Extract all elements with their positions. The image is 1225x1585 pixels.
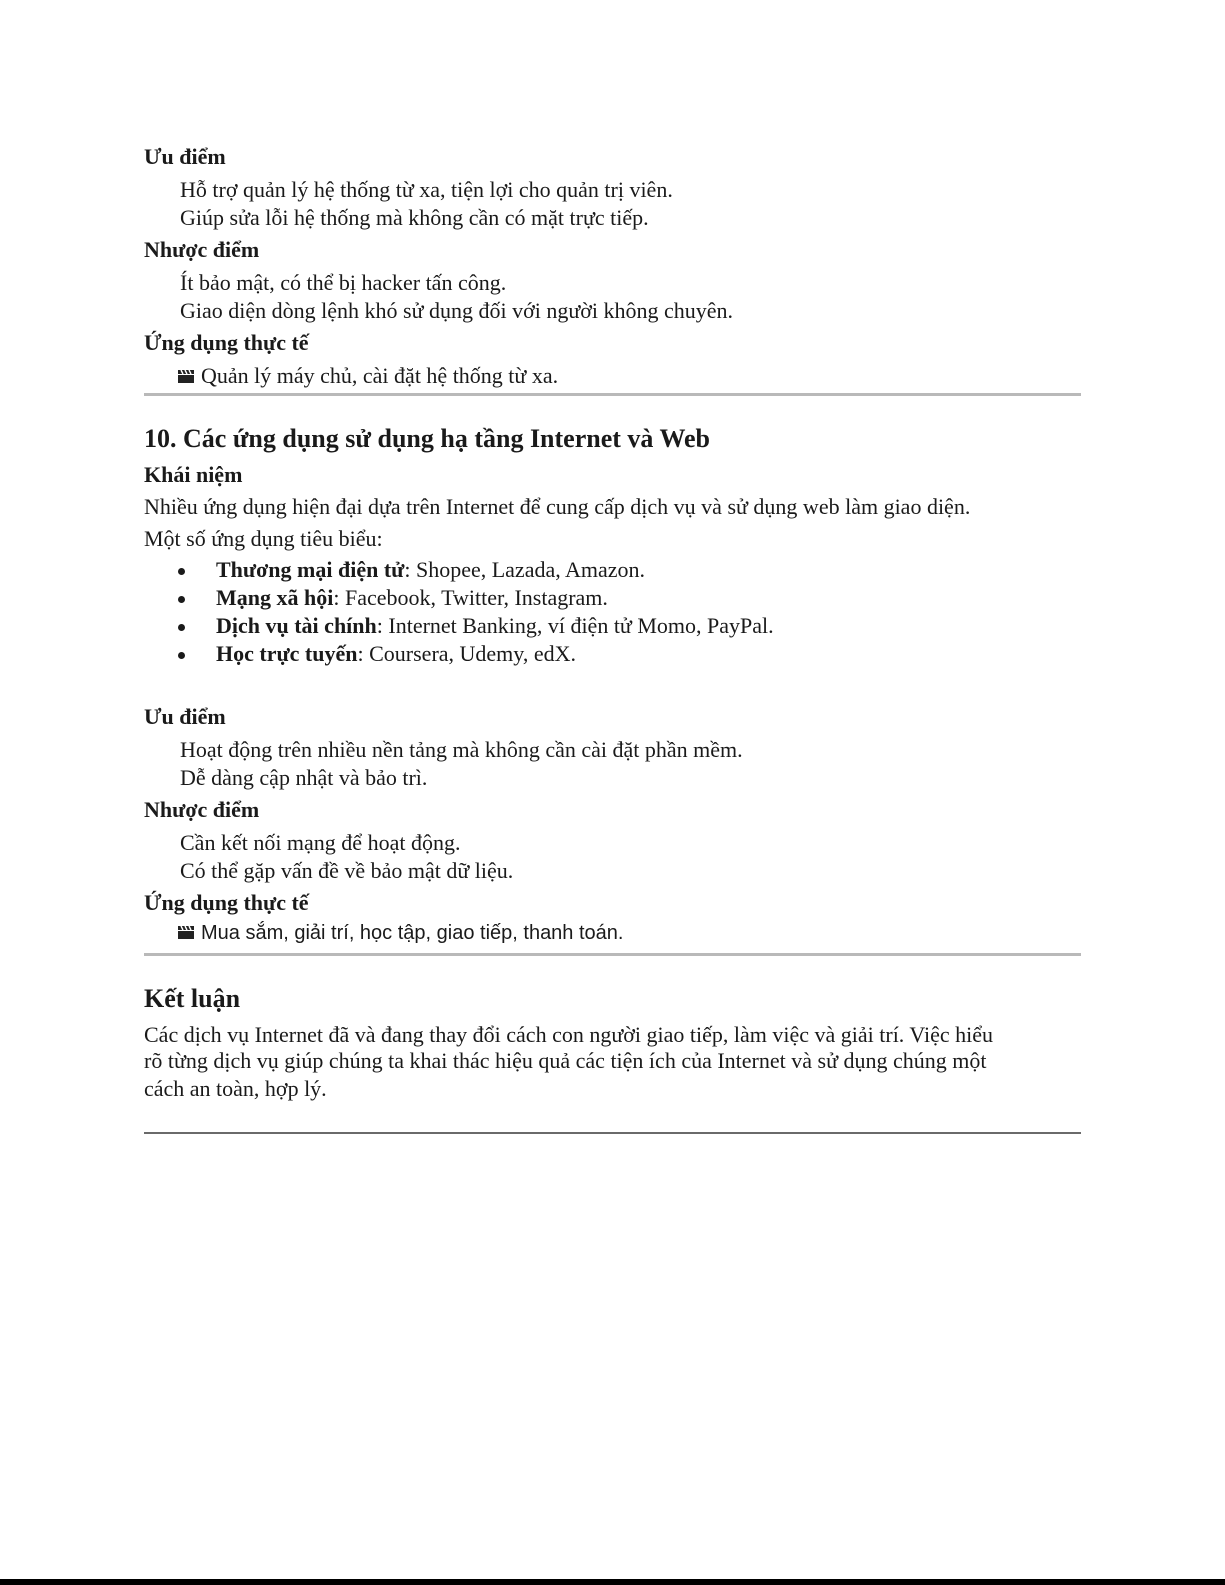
conclusion-line: cách an toàn, hợp lý. bbox=[144, 1076, 327, 1101]
list-item-label: Dịch vụ tài chính bbox=[216, 613, 377, 638]
advantage-item: Giúp sửa lỗi hệ thống mà không cần có mặt trực tiếp. bbox=[180, 205, 649, 230]
applications-line bbox=[177, 363, 558, 389]
concept-heading: Khái niệm bbox=[144, 462, 243, 487]
applications-text: Mua sắm, giải trí, học tập, giao tiếp, thanh toán. bbox=[201, 922, 624, 944]
section-divider bbox=[144, 393, 1081, 396]
end-divider bbox=[144, 1132, 1081, 1134]
disadvantage-item: Có thể gặp vấn đề về bảo mật dữ liệu. bbox=[180, 858, 514, 883]
applications-heading: Ứng dụng thực tế bbox=[144, 330, 309, 355]
conclusion-line: rõ từng dịch vụ giúp chúng ta khai thác hiệu quả các tiện ích của Internet và sử dụng chúng một bbox=[144, 1048, 987, 1073]
conclusion-line: Các dịch vụ Internet đã và đang thay đổi cách con người giao tiếp, làm việc và giải trí. Việc hiểu bbox=[144, 1022, 993, 1047]
list-item-text: : Internet Banking, ví điện tử Momo, PayPal. bbox=[376, 613, 774, 638]
bullet-icon bbox=[178, 652, 185, 659]
applications-text: Quản lý máy chủ, cài đặt hệ thống từ xa. bbox=[201, 363, 559, 388]
applications-heading: Ứng dụng thực tế bbox=[144, 890, 309, 915]
disadvantages-heading: Nhược điểm bbox=[144, 797, 260, 822]
examples-intro: Một số ứng dụng tiêu biểu: bbox=[144, 526, 383, 551]
advantages-heading: Ưu điểm bbox=[144, 144, 226, 169]
disadvantage-item: Giao diện dòng lệnh khó sử dụng đối với người không chuyên. bbox=[180, 298, 734, 323]
conclusion-title: Kết luận bbox=[144, 984, 241, 1013]
disadvantages-heading: Nhược điểm bbox=[144, 237, 260, 262]
list-item-label: Thương mại điện tử bbox=[216, 557, 405, 582]
bullet-icon bbox=[178, 596, 185, 603]
list-item-label: Mạng xã hội bbox=[216, 585, 334, 610]
section-title: 10. Các ứng dụng sử dụng hạ tầng Internet và Web bbox=[144, 424, 711, 453]
page-bottom-edge bbox=[0, 1579, 1225, 1585]
list-item bbox=[216, 613, 774, 639]
clapperboard-icon bbox=[177, 369, 195, 384]
advantage-item: Dễ dàng cập nhật và bảo trì. bbox=[180, 765, 428, 790]
list-item-text: : Coursera, Udemy, edX. bbox=[357, 641, 577, 666]
list-item bbox=[216, 641, 576, 667]
list-item-text: : Facebook, Twitter, Instagram. bbox=[333, 585, 608, 610]
bullet-icon bbox=[178, 568, 185, 575]
bullet-icon bbox=[178, 624, 185, 631]
disadvantage-item: Cần kết nối mạng để hoạt động. bbox=[180, 830, 461, 855]
concept-text: Nhiều ứng dụng hiện đại dựa trên Internet để cung cấp dịch vụ và sử dụng web làm giao diện. bbox=[144, 494, 971, 519]
list-item-text: : Shopee, Lazada, Amazon. bbox=[404, 557, 646, 582]
list-item bbox=[216, 585, 608, 611]
clapperboard-icon bbox=[177, 925, 195, 940]
applications-line bbox=[177, 922, 623, 945]
list-item-label: Học trực tuyến bbox=[216, 641, 358, 666]
section-divider bbox=[144, 953, 1081, 956]
disadvantage-item: Ít bảo mật, có thể bị hacker tấn công. bbox=[180, 270, 507, 295]
advantage-item: Hỗ trợ quản lý hệ thống từ xa, tiện lợi cho quản trị viên. bbox=[180, 177, 673, 202]
list-item bbox=[216, 557, 645, 583]
advantages-heading: Ưu điểm bbox=[144, 704, 226, 729]
advantage-item: Hoạt động trên nhiều nền tảng mà không cần cài đặt phần mềm. bbox=[180, 737, 743, 762]
